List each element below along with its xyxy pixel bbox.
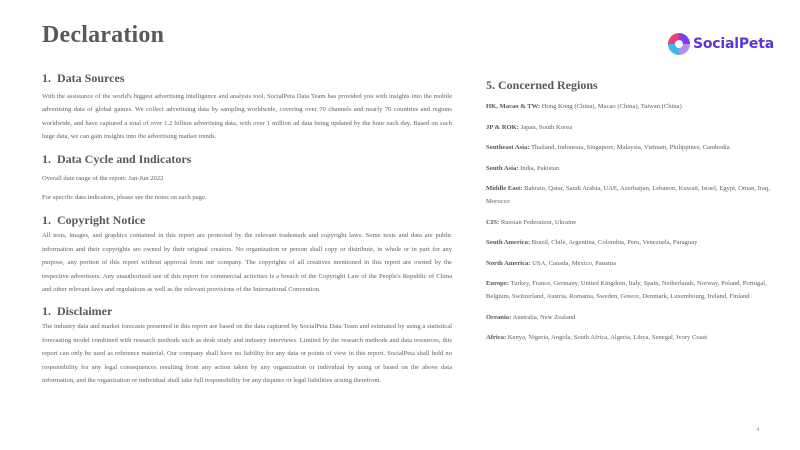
section-paragraph: With the assistance of the world's biggest advertising intelligence and analysis tool, SocialPeta Data Team has provided you with insights into the mobile advertising data of global games. We collect advertising data by sampling worldwide, covering over 70 channels and nearly 70 countries and regions worldwide, and have captured a total of over 1.2 billion advertising data, with over 1 million ad data being updated by the hour each day. Based on such huge data, we can gain insights into the advertising market trends. — [42, 93, 452, 141]
region-item: JP & ROK: Japan, South Korea — [486, 123, 573, 131]
section-heading: 1. Copyright Notice — [42, 212, 146, 227]
page-number: 4 — [756, 426, 760, 433]
region-item: Middle East: Bahrain, Qatar, Saudi Arabia, UAE, Azerbaijan, Lebanon, Kuwait, Israel, Egypt, Oman, Iraq, Morocco — [486, 185, 770, 205]
section-paragraph: The industry data and market forecasts presented in this report are based on the data captured by SocialPeta Data Team and estimated by using a statistical forecasting model combined with research methods such as desk study and industry interviews. Limited by the research methods and data resources, this report can only be used as reference material. Our company shall have no liability for any data or points of view in this report. SocialPeta shall hold no responsibility for any legal consequences resulting from any action taken by any organization or individual by using or based on the above data information, and the organization or individual shall take full responsibility for any disputes or legal liabilities arising therefrom. — [42, 323, 452, 385]
logo — [668, 31, 774, 57]
region-item: South America: Brazil, Chile, Argentina, Colombia, Peru, Venezuela, Paraguay — [486, 239, 698, 247]
region-item: Southeast Asia: Thailand, Indonesia, Singapore, Malaysia, Vietnam, Philippines, Cambodia — [486, 144, 730, 152]
region-item: North America: USA, Canada, Mexico, Panama — [486, 259, 617, 267]
section-heading: 1. Data Sources — [42, 70, 125, 85]
region-item: South Asia: India, Pakistan — [486, 164, 560, 172]
section-data-cycle — [42, 152, 452, 205]
section-heading: 1. Data Cycle and Indicators — [42, 152, 192, 167]
section-paragraph: For specific data indicators, please see the notes on each page. — [42, 194, 207, 202]
region-item: Oceania: Australia, New Zealand — [486, 313, 576, 321]
section-heading: 1. Disclaimer — [42, 303, 113, 318]
region-item: Europe: Turkey, France, Germany, United Kingdom, Italy, Spain, Netherlands, Norway, Poland, Portugal, Belgium, Switzerland, Austria, Romania, Sweden, Greece, Denmark, Luxembourg, Ireland, Finland — [486, 280, 767, 300]
section-disclaimer — [42, 303, 452, 387]
section-paragraph: All tests, images, and graphics contained in this report are protected by the relevant trademark and copyright laws. Some texts and data are public information and their copyrights are owned by their original creators. No organization or person shall copy or distribute, in whole or in part for any purpose, any portion of this report without approval from our company. The copyrights of all creatives mentioned in this report are owned by the respective advertisers. Any unauthorized use of this report for commercial activities is a breach of the Copyright Law of the People's Republic of China and other relevant laws and regulations as well as the relevant provisions of the International Convention. — [42, 232, 452, 294]
section-paragraph: Overall date range of the report: Jan-Jun 2022 — [42, 174, 164, 182]
section-data-sources — [42, 70, 452, 144]
left-column — [42, 70, 452, 388]
logo-text: SocialPeta — [693, 36, 774, 52]
socialpeta-logo-icon — [668, 33, 690, 55]
region-item: CIS: Russian Federation, Ukraine — [486, 218, 577, 226]
section-copyright — [42, 212, 452, 296]
page-title: Declaration — [42, 22, 165, 48]
regions-heading: 5. Concerned Regions — [486, 77, 598, 92]
region-item: HK, Macao & TW: Hong Kong (China), Macao (China), Taiwan (China) — [486, 103, 682, 110]
region-item: Africa: Kenya, Nigeria, Angola, South Africa, Algeria, Libya, Senegal, Ivory Coast — [486, 334, 708, 342]
right-column — [486, 77, 770, 345]
